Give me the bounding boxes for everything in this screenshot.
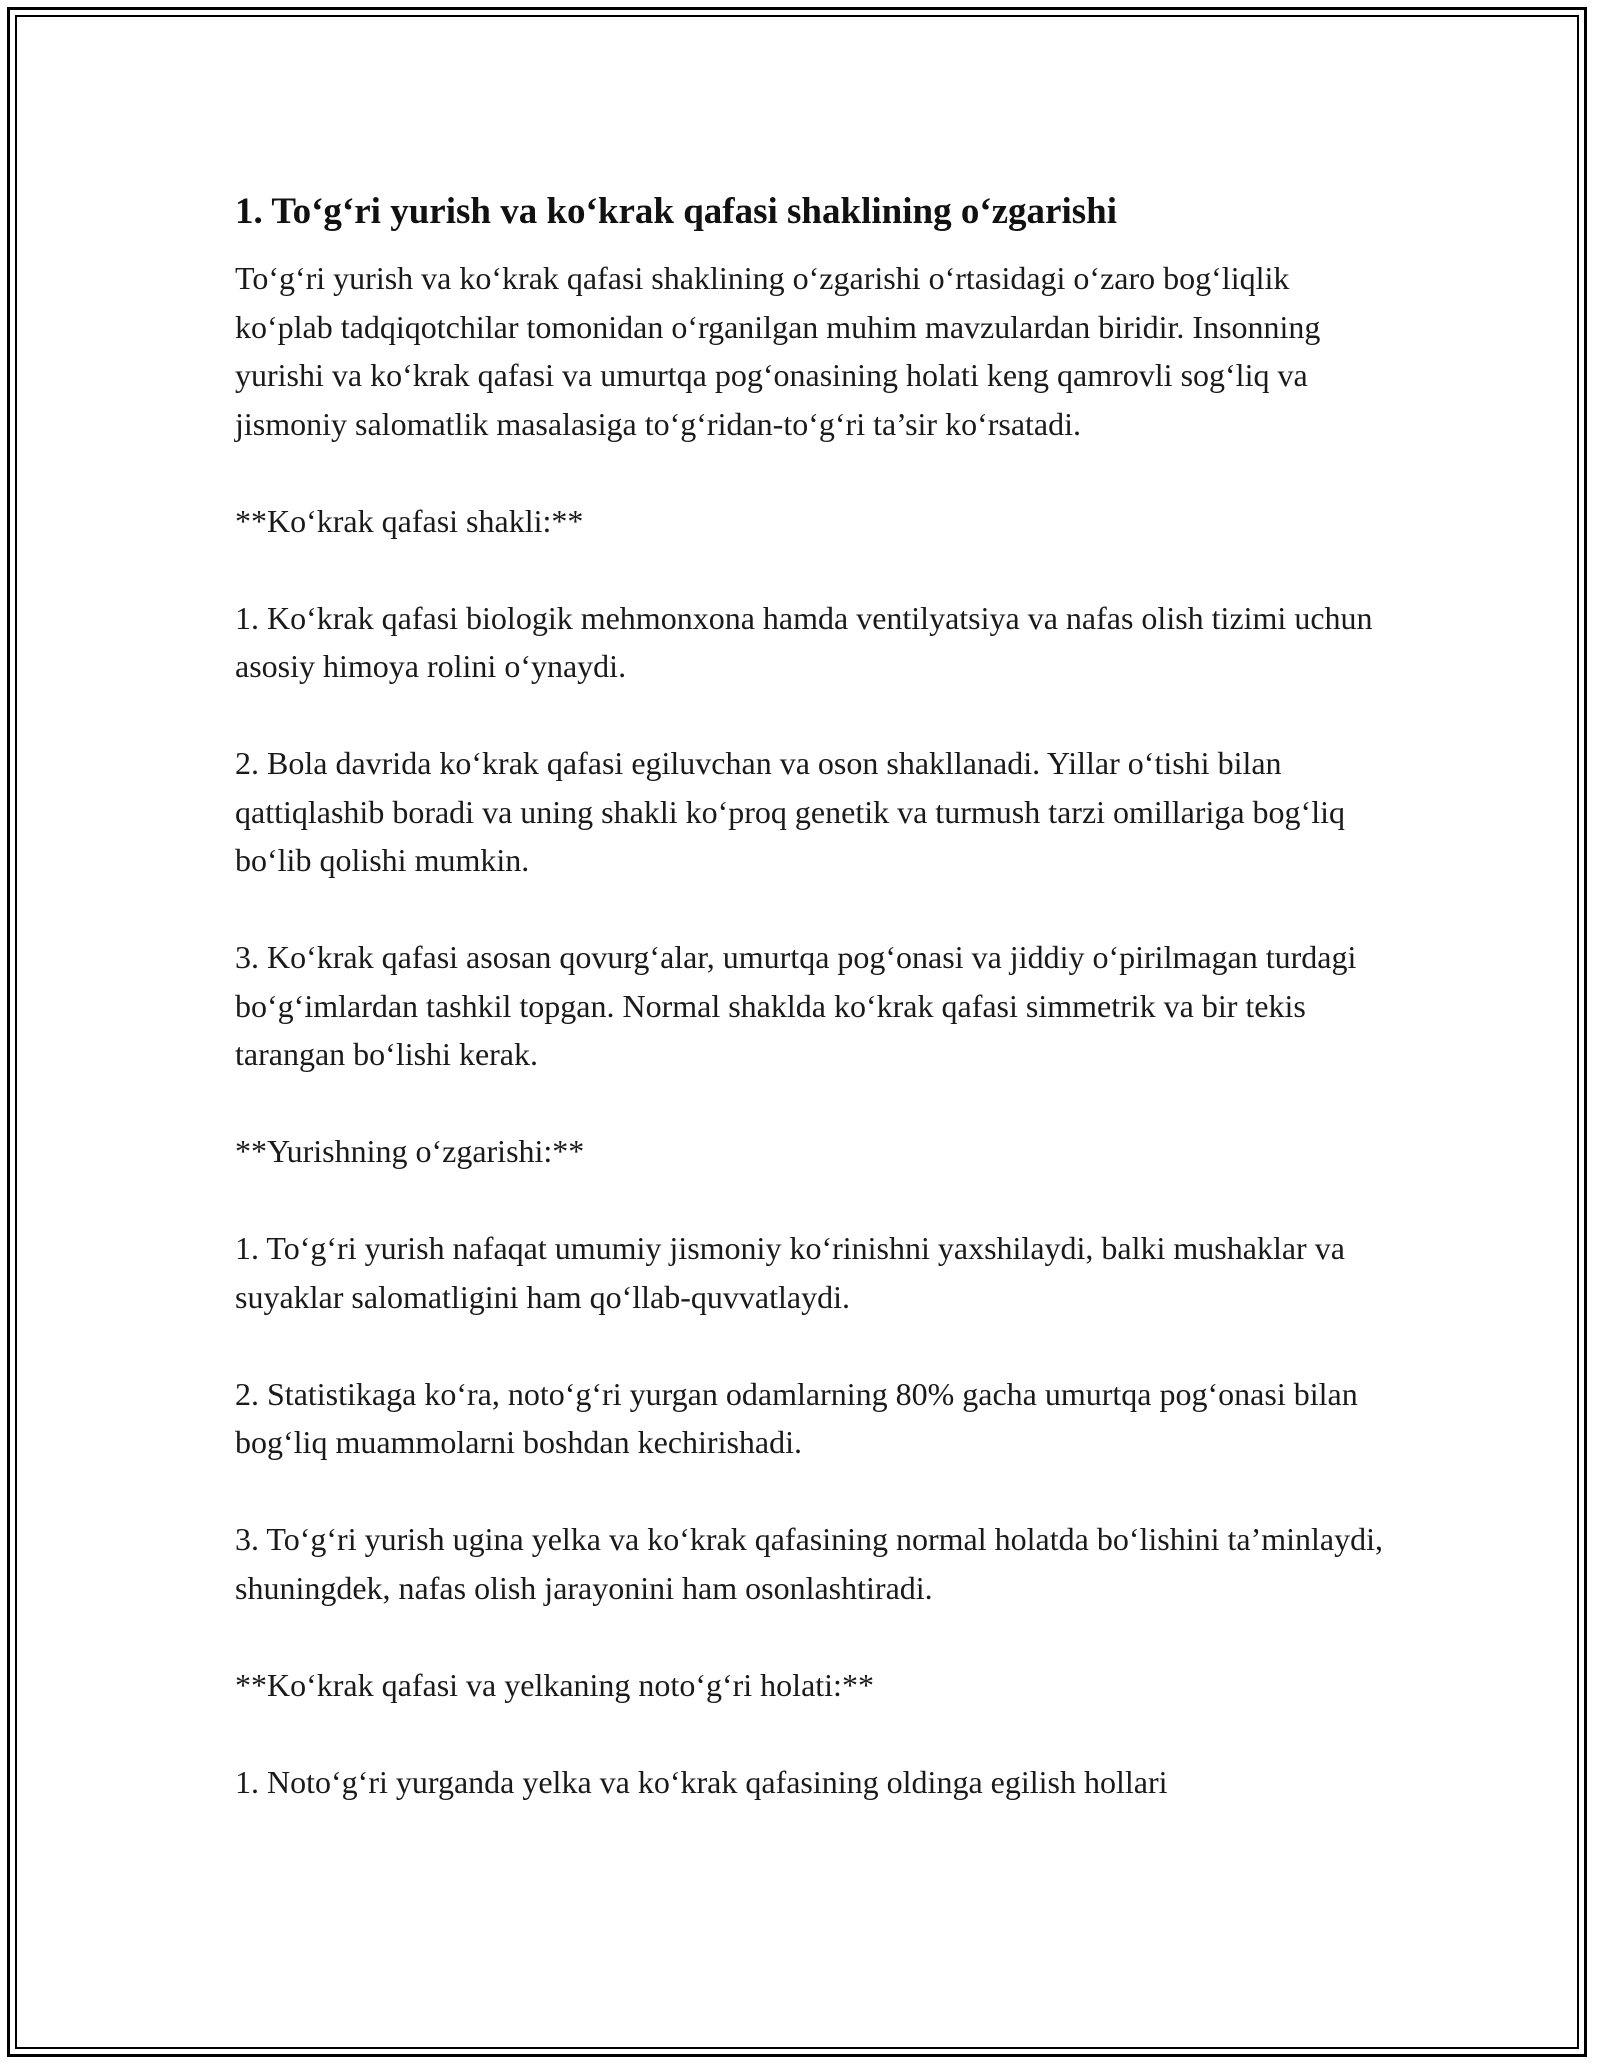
list-item: 1. To‘g‘ri yurish nafaqat umumiy jismoniy ko‘rinishni yaxshilaydi, balki mushaklar va suyaklar salomatligini ham qo‘llab-quvvatlaydi. bbox=[235, 1230, 1345, 1315]
section-heading: 1. To‘g‘ri yurish va ko‘krak qafasi shaklining o‘zgarishi bbox=[235, 191, 1118, 232]
list-item: 3. Ko‘krak qafasi asosan qovurg‘alar, umurtqa pog‘onasi va jiddiy o‘pirilmagan turdagi bo‘g‘imlardan tashkil topgan. Normal shaklda ko‘krak qafasi simmetrik va bir tekis tarangan bo‘lishi kerak. bbox=[235, 939, 1357, 1072]
list-item: 1. Noto‘g‘ri yurganda yelka va ko‘krak qafasining oldinga egilish hollari bbox=[235, 1763, 1168, 1800]
list-item: 3. To‘g‘ri yurish ugina yelka va ko‘krak qafasining normal holatda bo‘lishini ta’minlaydi, shuningdek, nafas olish jarayonini ham osonlashtiradi. bbox=[235, 1521, 1384, 1606]
list-item: 2. Bola davrida ko‘krak qafasi egiluvchan va oson shakllanadi. Yillar o‘tishi bilan qattiqlashib boradi va uning shakli ko‘proq genetik va turmush tarzi omillariga bog‘liq bo‘lib qolishi mumkin. bbox=[235, 745, 1345, 878]
list-item: 2. Statistikaga ko‘ra, noto‘g‘ri yurgan odamlarning 80% gacha umurtqa pog‘onasi bilan bog‘liq muammolarni boshdan kechirishadi. bbox=[235, 1375, 1358, 1460]
subheading-gait-change: **Yurishning o‘zgarishi:** bbox=[235, 1133, 585, 1169]
subheading-wrong-posture: **Ko‘krak qafasi va yelkaning noto‘g‘ri holati:** bbox=[235, 1666, 874, 1703]
document-body bbox=[235, 188, 1385, 1855]
intro-paragraph: To‘g‘ri yurish va ko‘krak qafasi shaklining o‘zgarishi o‘rtasidagi o‘zaro bog‘liqlik ko‘plab tadqiqotchilar tomonidan o‘rganilgan muhim mavzulardan biridir. Insonning yurishi va ko‘krak qafasi va umurtqa pog‘onasining holati keng qamrovli sog‘liq va jismoniy salomatlik masalasiga to‘g‘ridan-to‘g‘ri ta’sir ko‘rsatadi. bbox=[235, 260, 1321, 442]
subheading-chest-shape: **Ko‘krak qafasi shakli:** bbox=[235, 502, 584, 539]
list-item: 1. Ko‘krak qafasi biologik mehmonxona hamda ventilyatsiya va nafas olish tizimi uchun asosiy himoya rolini o‘ynaydi. bbox=[235, 599, 1373, 684]
